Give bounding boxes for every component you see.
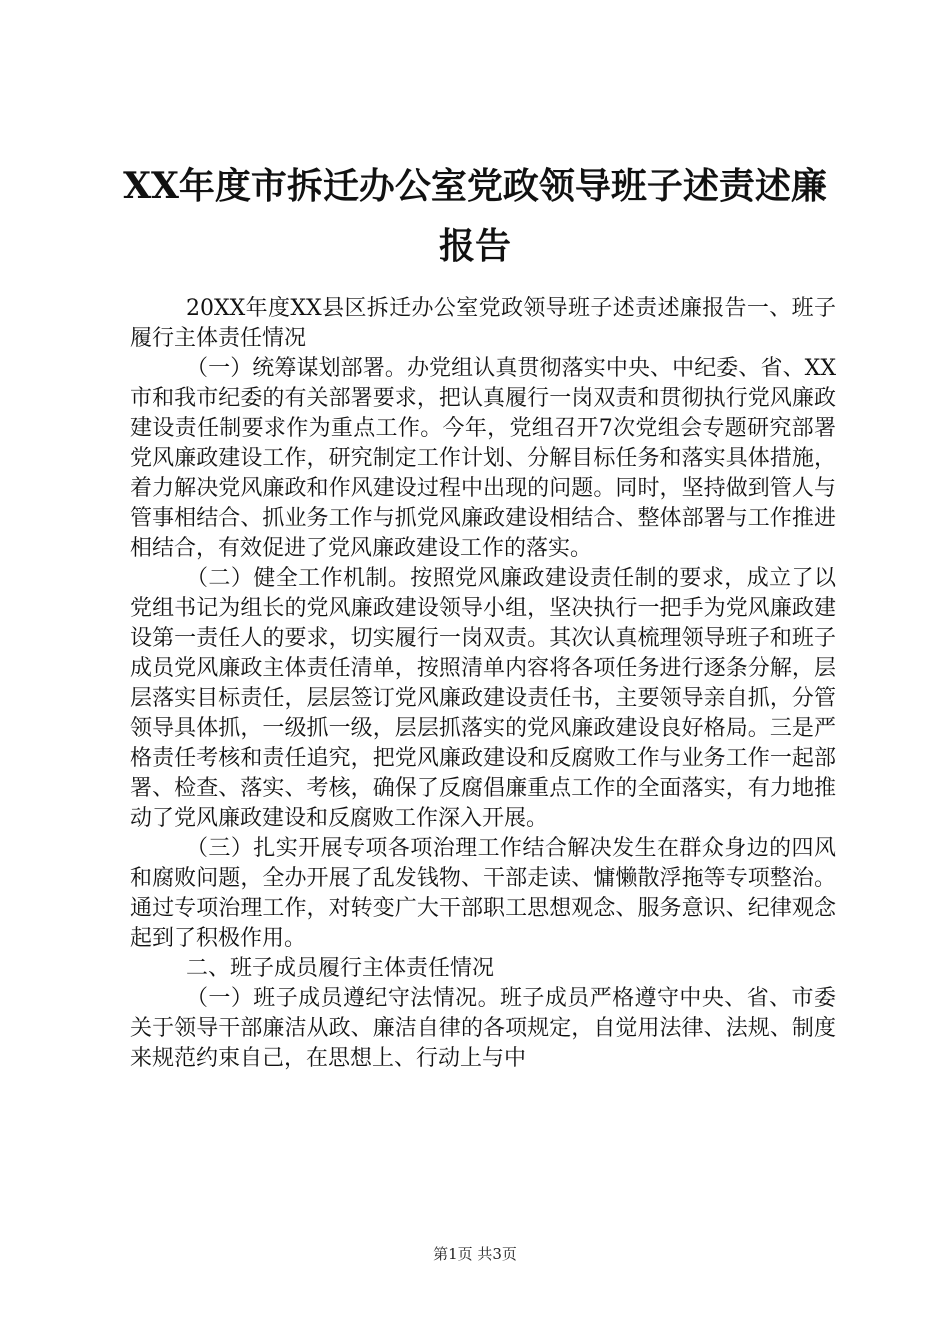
paragraph-discipline: （一）班子成员遵纪守法情况。班子成员严格遵守中央、省、市委关于领导干部廉洁从政、廉洁自律的各项规定，自觉用法律、法规、制度来规范约束自己，在思想上、行动上与中	[130, 986, 836, 1071]
paragraph-mechanism: （二）健全工作机制。按照党风廉政建设责任制的要求，成立了以党组书记为组长的党风廉政建设领导小组，坚决执行一把手为党风廉政建设第一责任人的要求，切实履行一岗双责。其次认真梳理领导班子和班子成员党风廉政主体责任清单，按照清单内容将各项任务进行逐条分解，层层落实目标责任，层层签订党风廉政建设责任书，主要领导亲自抓，分管领导具体抓，一级抓一级，层层抓落实的党风廉政建设良好格局。三是严格责任考核和责任追究，把党风廉政建设和反腐败工作与业务工作一起部署、检查、落实、考核，确保了反腐倡廉重点工作的全面落实，有力地推动了党风廉政建设和反腐败工作深入开展。	[130, 566, 836, 831]
document-title-line-1: XX年度市拆迁办公室党政领导班子述责述廉	[123, 165, 827, 207]
paragraph-special-governance: （三）扎实开展专项各项治理工作结合解决发生在群众身边的四风和腐败问题，全办开展了乱发钱物、干部走读、慵懒散浮拖等专项整治。通过专项治理工作，对转变广大干部职工思想观念、服务意识、纪律观念起到了积极作用。	[130, 836, 836, 951]
paragraph-planning: （一）统筹谋划部署。办党组认真贯彻落实中央、中纪委、省、XX市和我市纪委的有关部署要求，把认真履行一岗双责和贯彻执行党风廉政建设责任制要求作为重点工作。今年，党组召开7次党组会专题研究部署党风廉政建设工作，研究制定工作计划、分解目标任务和落实具体措施，着力解决党风廉政和作风建设过程中出现的问题。同时，坚持做到管人与管事相结合、抓业务工作与抓党风廉政建设相结合、整体部署与工作推进相结合，有效促进了党风廉政建设工作的落实。	[130, 356, 836, 561]
section-heading-members: 二、班子成员履行主体责任情况	[186, 956, 495, 981]
document-title-line-2: 报告	[438, 225, 511, 267]
paragraph-intro: 20XX年度XX县区拆迁办公室党政领导班子述责述廉报告一、班子履行主体责任情况	[130, 296, 836, 351]
page-footer: 第1页 共3页	[433, 1245, 517, 1263]
document-body	[130, 294, 836, 1074]
